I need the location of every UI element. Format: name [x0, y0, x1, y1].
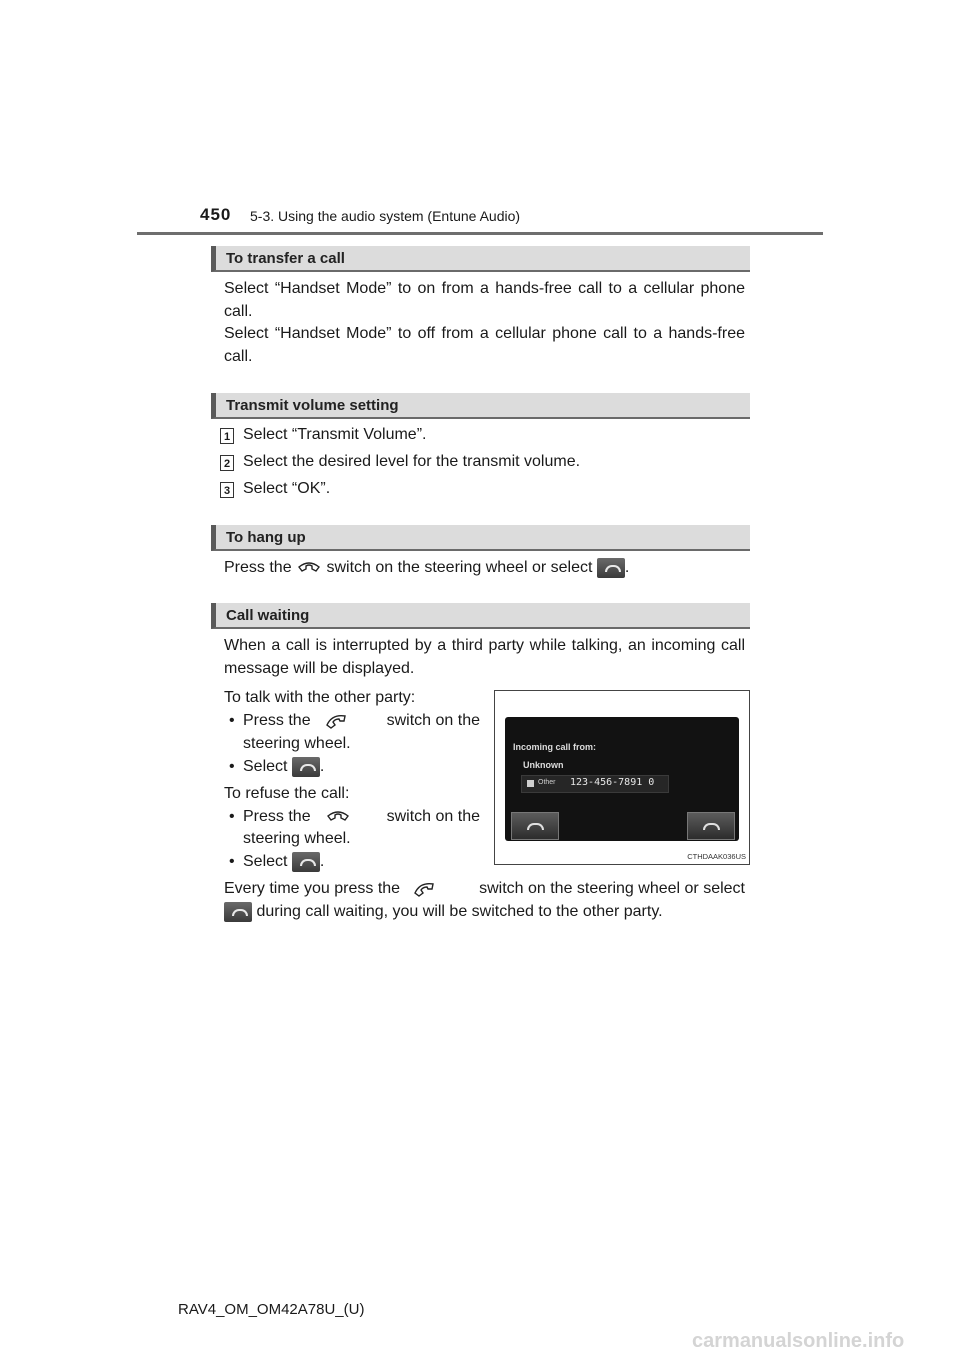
section-title: To hang up [226, 529, 306, 546]
step-text-3: Select “OK”. [243, 480, 331, 497]
answer-call-button [511, 812, 559, 840]
page-number: 450 [200, 205, 232, 224]
phone-type-label: Other [538, 779, 556, 786]
transfer-paragraph-1: Select “Handset Mode” to on from a hands-free call to a cellular phone call. [224, 280, 745, 320]
refuse-bullet-steering: steering wheel. [243, 830, 351, 847]
end-call-icon [292, 852, 320, 872]
incoming-call-figure [494, 690, 750, 865]
display-screen [505, 717, 739, 841]
section-header-transfer [211, 246, 750, 272]
step-text-1: Select “Transmit Volume”. [243, 426, 427, 443]
every-time-line-2: during call waiting, you will be switched to the other party. [224, 901, 663, 924]
end-call-icon [597, 558, 625, 578]
phone-hook-switch-icon [325, 807, 351, 827]
transfer-paragraph-2: Select “Handset Mode” to off from a cellular phone call to a hands-free call. [224, 325, 745, 365]
phone-type-icon [527, 780, 534, 787]
step-text-2: Select the desired level for the transmit volume. [243, 453, 581, 470]
hangup-instruction: Press the switch on the steering wheel or select . [224, 559, 630, 576]
section-title: Transmit volume setting [226, 397, 399, 414]
document-id: RAV4_OM_OM42A78U_(U) [178, 1301, 365, 1318]
header-rule [137, 232, 823, 235]
caller-number-row [521, 775, 669, 793]
answer-call-icon [292, 757, 320, 777]
watermark: carmanualsonline.info [692, 1330, 905, 1352]
call-waiting-intro: When a call is interrupted by a third party while talking, an incoming call message will be displayed. [224, 637, 745, 677]
figure-code: CTHDAAK036US [687, 852, 746, 861]
answer-call-icon [224, 902, 252, 922]
refuse-bullet-press: Press the switch on the [243, 808, 480, 825]
end-call-button [687, 812, 735, 840]
talk-bullet-press: Press the switch on the [243, 712, 480, 729]
bullet-dot: • [229, 712, 235, 729]
section-header-transmit [211, 393, 750, 419]
refuse-heading: To refuse the call: [224, 785, 350, 802]
talk-bullet-select: Select . [243, 758, 325, 775]
step-number-2: 2 [220, 455, 234, 471]
step-number-3: 3 [220, 482, 234, 498]
caller-number: 123-456-7891 0 [570, 777, 655, 788]
section-header-hangup [211, 525, 750, 551]
caller-name: Unknown [523, 760, 564, 770]
talk-heading: To talk with the other party: [224, 689, 416, 706]
off-hook-switch-icon [323, 711, 349, 731]
section-title: To transfer a call [226, 250, 345, 267]
off-hook-switch-icon [411, 879, 437, 899]
bullet-dot: • [229, 758, 235, 775]
bullet-dot: • [229, 808, 235, 825]
chapter-title: 5-3. Using the audio system (Entune Audio) [250, 208, 521, 224]
section-title: Call waiting [226, 607, 310, 624]
incoming-call-title: Incoming call from: [513, 742, 597, 752]
every-time-line-1: Every time you press the switch on the steering wheel or select [224, 880, 745, 897]
section-header-call-waiting [211, 603, 750, 629]
phone-hook-switch-icon [296, 558, 322, 578]
bullet-dot: • [229, 853, 235, 870]
talk-bullet-steering: steering wheel. [243, 735, 351, 752]
refuse-bullet-select: Select . [243, 853, 325, 870]
step-number-1: 1 [220, 428, 234, 444]
